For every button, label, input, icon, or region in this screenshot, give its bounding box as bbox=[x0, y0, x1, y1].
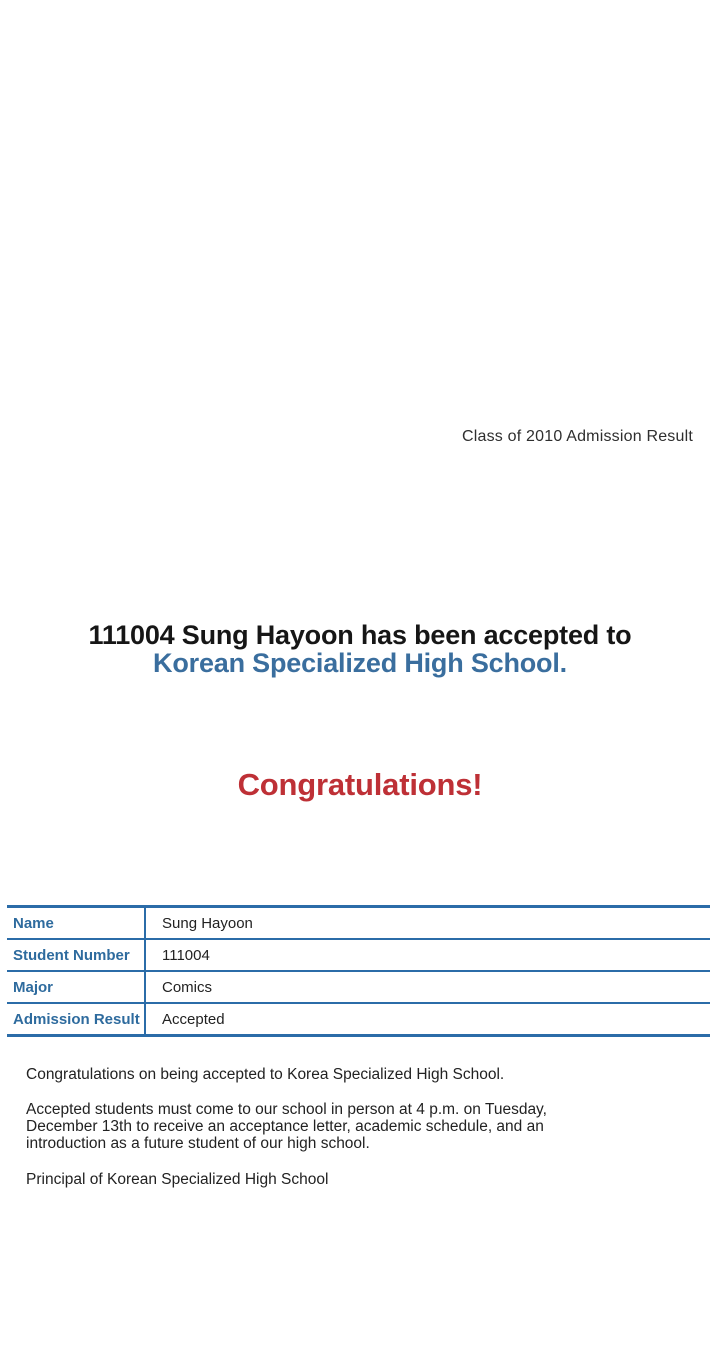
row-label-admission-result: Admission Result bbox=[7, 1004, 146, 1034]
row-label-name: Name bbox=[7, 908, 146, 938]
congratulations-text: Congratulations! bbox=[237, 767, 483, 802]
paragraph-congrats: Congratulations on being accepted to Korea Specialized High School. bbox=[26, 1066, 505, 1083]
headline-school-line: Korean Specialized High School. bbox=[153, 648, 567, 678]
table-row-major bbox=[7, 972, 710, 1004]
body-text bbox=[26, 1066, 686, 1188]
header-note: Class of 2010 Admission Result bbox=[462, 428, 693, 445]
row-label-student-number: Student Number bbox=[7, 940, 146, 970]
instructions-line-1: Accepted students must come to our school in person at 4 p.m. on Tuesday, bbox=[26, 1101, 547, 1118]
instructions-line-3: introduction as a future student of our high school. bbox=[26, 1135, 370, 1152]
table-row-student-number bbox=[7, 940, 710, 972]
admission-result-table bbox=[7, 905, 710, 1037]
row-value-major: Comics bbox=[162, 978, 213, 996]
headline bbox=[0, 621, 720, 677]
instructions-line-2: December 13th to receive an acceptance letter, academic schedule, and an bbox=[26, 1118, 544, 1135]
table-row-admission-result bbox=[7, 1004, 710, 1034]
row-label-major: Major bbox=[7, 972, 146, 1002]
row-value-name: Sung Hayoon bbox=[162, 914, 253, 932]
paragraph-instructions bbox=[26, 1101, 686, 1152]
row-value-student-number: 111004 bbox=[162, 946, 210, 964]
paragraph-signature: Principal of Korean Specialized High School bbox=[26, 1171, 329, 1188]
table-row-name bbox=[7, 908, 710, 940]
headline-student-line: 111004 Sung Hayoon has been accepted to bbox=[88, 620, 632, 650]
row-value-admission-result: Accepted bbox=[162, 1010, 225, 1028]
